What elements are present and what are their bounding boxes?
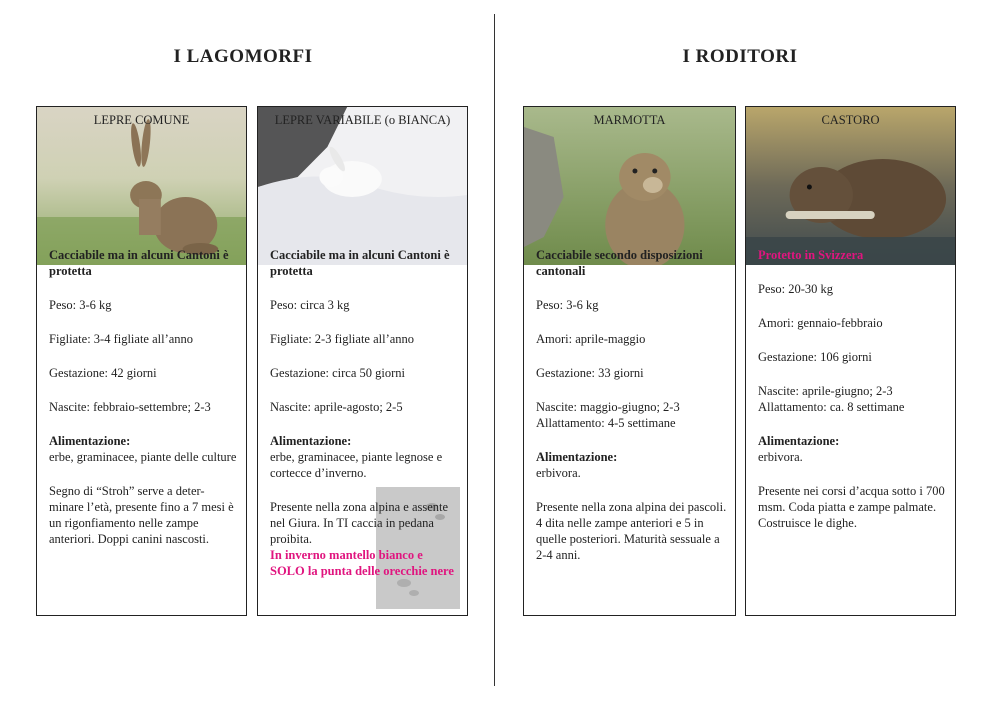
alimentazione-label: Alimentazione: xyxy=(758,434,840,448)
protection-status: Cacciabile ma in alcuni Cantoni è protetta xyxy=(270,248,450,278)
fact-gestazione: Gestazione: 33 giorni xyxy=(536,366,644,380)
protection-status: Cacciabile ma in alcuni Cantoni è protetta xyxy=(49,248,229,278)
card-marmotta xyxy=(523,106,736,616)
alimentazione-label: Alimentazione: xyxy=(270,434,352,448)
fact-nascite: Nascite: aprile-giugno; 2-3 xyxy=(758,384,893,398)
protection-status: Cacciabile secondo disposizioni cantonali xyxy=(536,248,703,278)
section-title-lagomorfi: I LAGOMORFI xyxy=(173,46,313,67)
card-title: MARMOTTA xyxy=(593,113,666,127)
fact-peso: Peso: 20-30 kg xyxy=(758,282,833,296)
card-title: CASTORO xyxy=(821,113,880,127)
fact-allattamento: Allattamento: ca. 8 settimane xyxy=(758,400,905,414)
fact-peso: Peso: 3-6 kg xyxy=(49,298,112,312)
card-lepre-variabile xyxy=(257,106,468,616)
alimentazione-label: Alimentazione: xyxy=(49,434,131,448)
snow-hare-photo xyxy=(258,107,467,265)
fact-nascite: Nascite: febbraio-settembre; 2-3 xyxy=(49,400,211,414)
fact-peso: Peso: 3-6 kg xyxy=(536,298,599,312)
fact-gestazione: Gestazione: 106 giorni xyxy=(758,350,872,364)
alimentazione-text: erbivora. xyxy=(536,466,581,480)
fact-gestazione: Gestazione: circa 50 giorni xyxy=(270,366,406,380)
notes: Presente nella zona alpina e assente nel Giura. In TI caccia in pedana proibita. xyxy=(270,500,449,546)
alimentazione-text: erbe, graminacee, piante delle culture xyxy=(49,450,237,464)
fact-amori: Amori: aprile-maggio xyxy=(536,332,646,346)
fact-gestazione: Gestazione: 42 giorni xyxy=(49,366,157,380)
vertical-divider xyxy=(494,14,495,686)
card-castoro xyxy=(745,106,956,616)
beaver-photo xyxy=(746,107,955,265)
fact-figliate: Figliate: 2-3 figliate all’anno xyxy=(270,332,415,346)
alimentazione-text: erbivora. xyxy=(758,450,803,464)
fact-nascite: Nascite: maggio-giugno; 2-3 xyxy=(536,400,680,414)
notes: Presente nei corsi d’acqua sotto i 700 msm. Coda piatta e zampe palmate. Costruisce le dighe. xyxy=(758,484,945,530)
marmot-photo xyxy=(524,107,735,265)
alimentazione-label: Alimentazione: xyxy=(536,450,618,464)
card-title: LEPRE VARIABILE (o BIANCA) xyxy=(274,113,451,127)
fact-peso: Peso: circa 3 kg xyxy=(270,298,350,312)
protection-status: Protetto in Svizzera xyxy=(758,248,864,262)
alimentazione-text: erbe, graminacee, piante legnose e cortecce d’inverno. xyxy=(270,450,443,480)
notes: Presente nella zona alpina dei pascoli. 4 dita nelle zampe anteriori e 5 in quelle posteriori. Maturità sessuale a 2-4 anni. xyxy=(536,500,727,562)
fact-allattamento: Allattamento: 4-5 settimane xyxy=(536,416,676,430)
fact-amori: Amori: gennaio-febbraio xyxy=(758,316,883,330)
hare-photo xyxy=(37,107,246,265)
fact-figliate: Figliate: 3-4 figliate all’anno xyxy=(49,332,194,346)
card-lepre-comune xyxy=(36,106,247,616)
section-title-roditori: I RODITORI xyxy=(682,46,798,67)
highlight-note: In inverno mantello bianco e SOLO la punta delle orecchie nere xyxy=(270,548,454,578)
card-title: LEPRE COMUNE xyxy=(93,113,190,127)
notes: Segno di “Stroh” serve a deter-minare l’età, presente fino a 7 mesi è un rigonfiamento nelle zampe anteriori. Doppi canini nascosti. xyxy=(49,484,234,546)
fact-nascite: Nascite: aprile-agosto; 2-5 xyxy=(270,400,403,414)
